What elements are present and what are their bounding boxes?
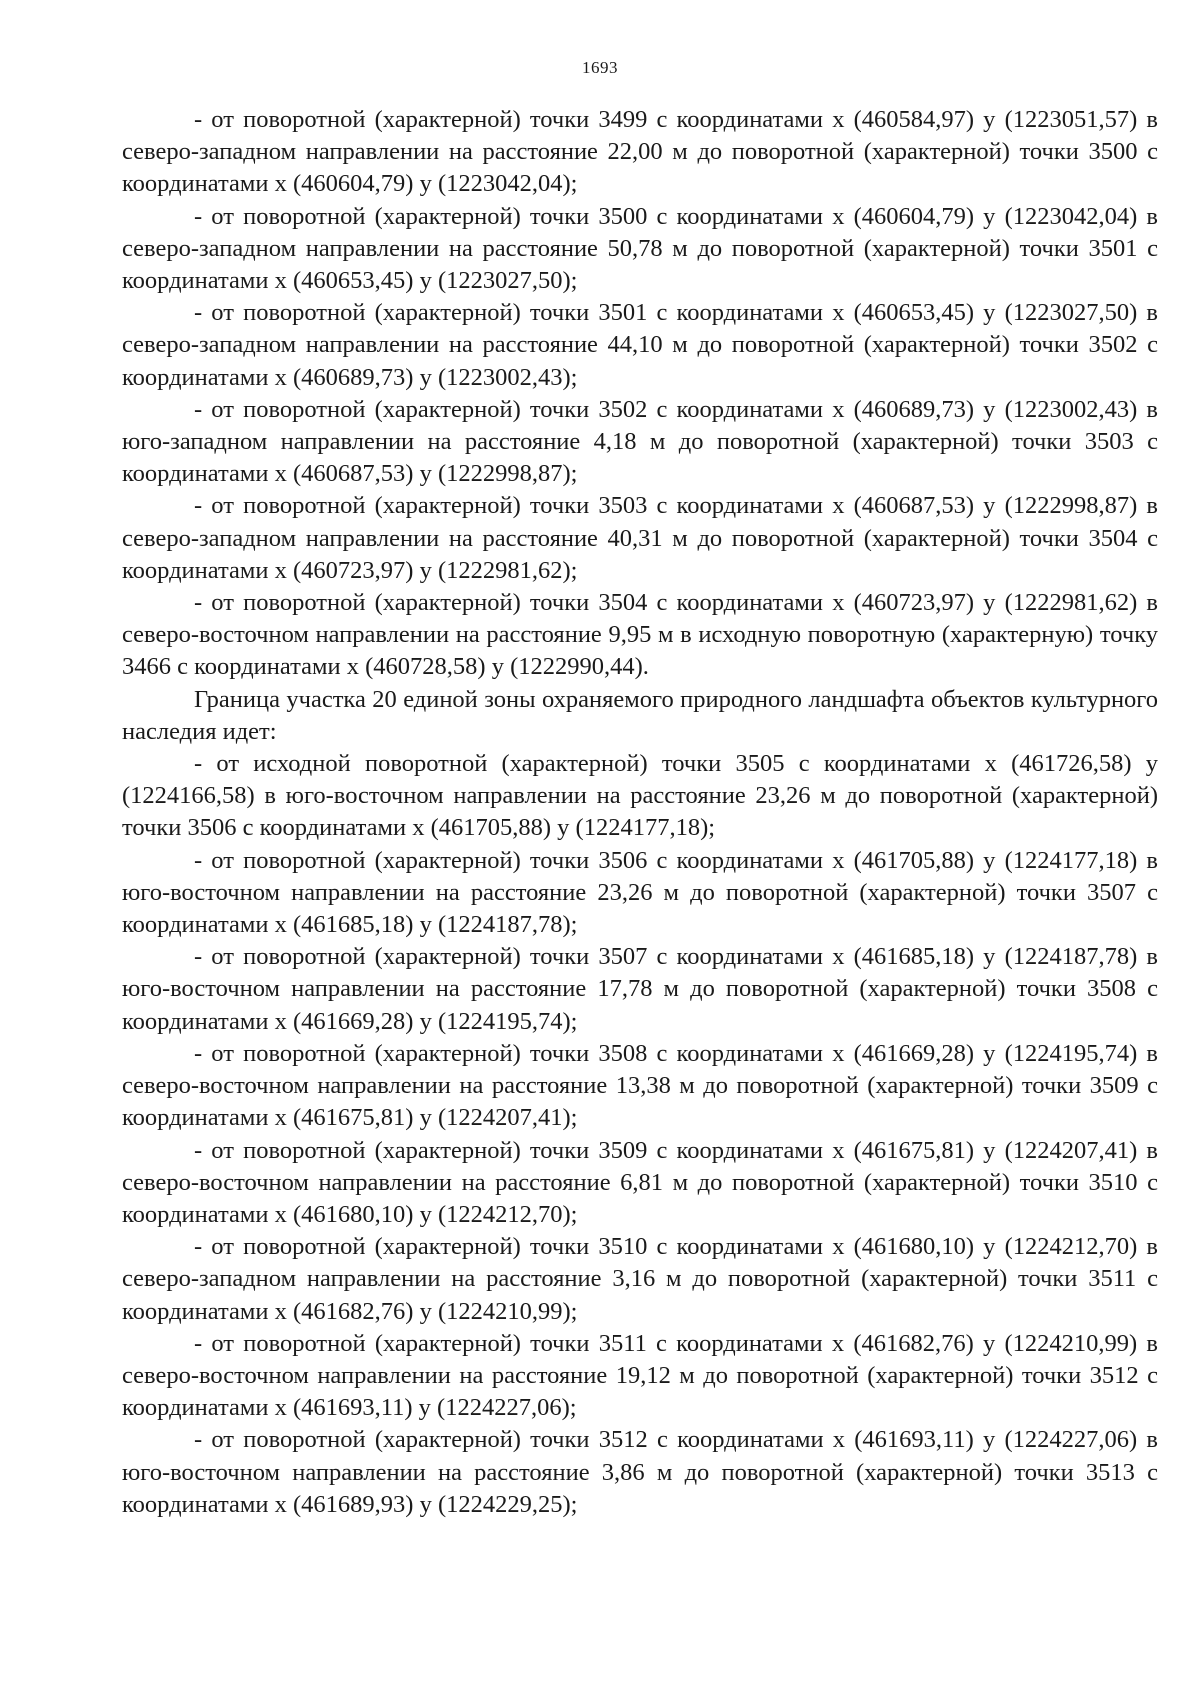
paragraph-point-3506: - от поворотной (характерной) точки 3506 с координатами х (461705,88) у (1224177,18) в юго-восточном направлении на расстояние 23,26 м до поворотной (характерной) точки 3507 с координатами х (461685,18) у (1224187,78); [122, 846, 1158, 939]
paragraph-point-3507: - от поворотной (характерной) точки 3507 с координатами х (461685,18) у (1224187,78) в юго-восточном направлении на расстояние 17,78 м до поворотной (характерной) точки 3508 с координатами х (461669,28) у (1224195,74); [122, 943, 1158, 1035]
paragraph-point-3501: - от поворотной (характерной) точки 3501 с координатами х (460653,45) у (1223027,50) в северо-западном направлении на расстояние 44,10 м до поворотной (характерной) точки 3502 с координатами х (460689,73) у (1223002,43); [122, 299, 1158, 391]
paragraph-point-3512: - от поворотной (характерной) точки 3512 с координатами х (461693,11) у (1224227,06) в юго-восточном направлении на расстояние 3,86 м до поворотной (характерной) точки 3513 с координатами х (461689,93) у (1224229,25); [122, 1426, 1158, 1518]
paragraph-point-3510: - от поворотной (характерной) точки 3510 с координатами х (461680,10) у (1224212,70) в северо-западном направлении на расстояние 3,16 м до поворотной (характерной) точки 3511 с координатами х (461682,76) у (1224210,99); [122, 1233, 1158, 1325]
paragraph-point-3503: - от поворотной (характерной) точки 3503 с координатами х (460687,53) у (1222998,87) в северо-западном направлении на расстояние 40,31 м до поворотной (характерной) точки 3504 с координатами х (460723,97) у (1222981,62); [122, 492, 1158, 584]
paragraph-point-3511: - от поворотной (характерной) точки 3511 с координатами х (461682,76) у (1224210,99) в северо-восточном направлении на расстояние 19,12 м до поворотной (характерной) точки 3512 с координатами х (461693,11) у (1224227,06); [122, 1329, 1158, 1422]
paragraph-point-3500: - от поворотной (характерной) точки 3500 с координатами х (460604,79) у (1223042,04) в северо-западном направлении на расстояние 50,78 м до поворотной (характерной) точки 3501 с координатами х (460653,45) у (1223027,50); [122, 202, 1158, 295]
paragraph-point-3508: - от поворотной (характерной) точки 3508 с координатами х (461669,28) у (1224195,74) в северо-восточном направлении на расстояние 13,38 м до поворотной (характерной) точки 3509 с координатами х (461675,81) у (1224207,41); [122, 1039, 1158, 1132]
paragraph-point-3502: - от поворотной (характерной) точки 3502 с координатами х (460689,73) у (1223002,43) в юго-западном направлении на расстояние 4,18 м до поворотной (характерной) точки 3503 с координатами х (460687,53) у (1222998,87); [122, 395, 1158, 488]
document-body [122, 104, 1158, 1521]
paragraph-point-3499: - от поворотной (характерной) точки 3499 с координатами х (460584,97) у (1223051,57) в северо-западном направлении на расстояние 22,00 м до поворотной (характерной) точки 3500 с координатами х (460604,79) у (1223042,04); [122, 106, 1158, 198]
paragraph-section-heading-plot-20: Граница участка 20 единой зоны охраняемого природного ландшафта объектов культурного наследия идет: [122, 685, 1158, 745]
page-number: 1693 [582, 58, 618, 77]
paragraph-point-3504: - от поворотной (характерной) точки 3504 с координатами х (460723,97) у (1222981,62) в северо-восточном направлении на расстояние 9,95 м в исходную поворотную (характерную) точку 3466 с координатами х (460728,58) у (1222990,44). [122, 589, 1158, 681]
paragraph-point-3505: - от исходной поворотной (характерной) точки 3505 с координатами х (461726,58) у (1224166,58) в юго-восточном направлении на расстояние 23,26 м до поворотной (характерной) точки 3506 с координатами х (461705,88) у (1224177,18); [122, 750, 1158, 842]
paragraph-point-3509: - от поворотной (характерной) точки 3509 с координатами х (461675,81) у (1224207,41) в северо-восточном направлении на расстояние 6,81 м до поворотной (характерной) точки 3510 с координатами х (461680,10) у (1224212,70); [122, 1136, 1158, 1228]
